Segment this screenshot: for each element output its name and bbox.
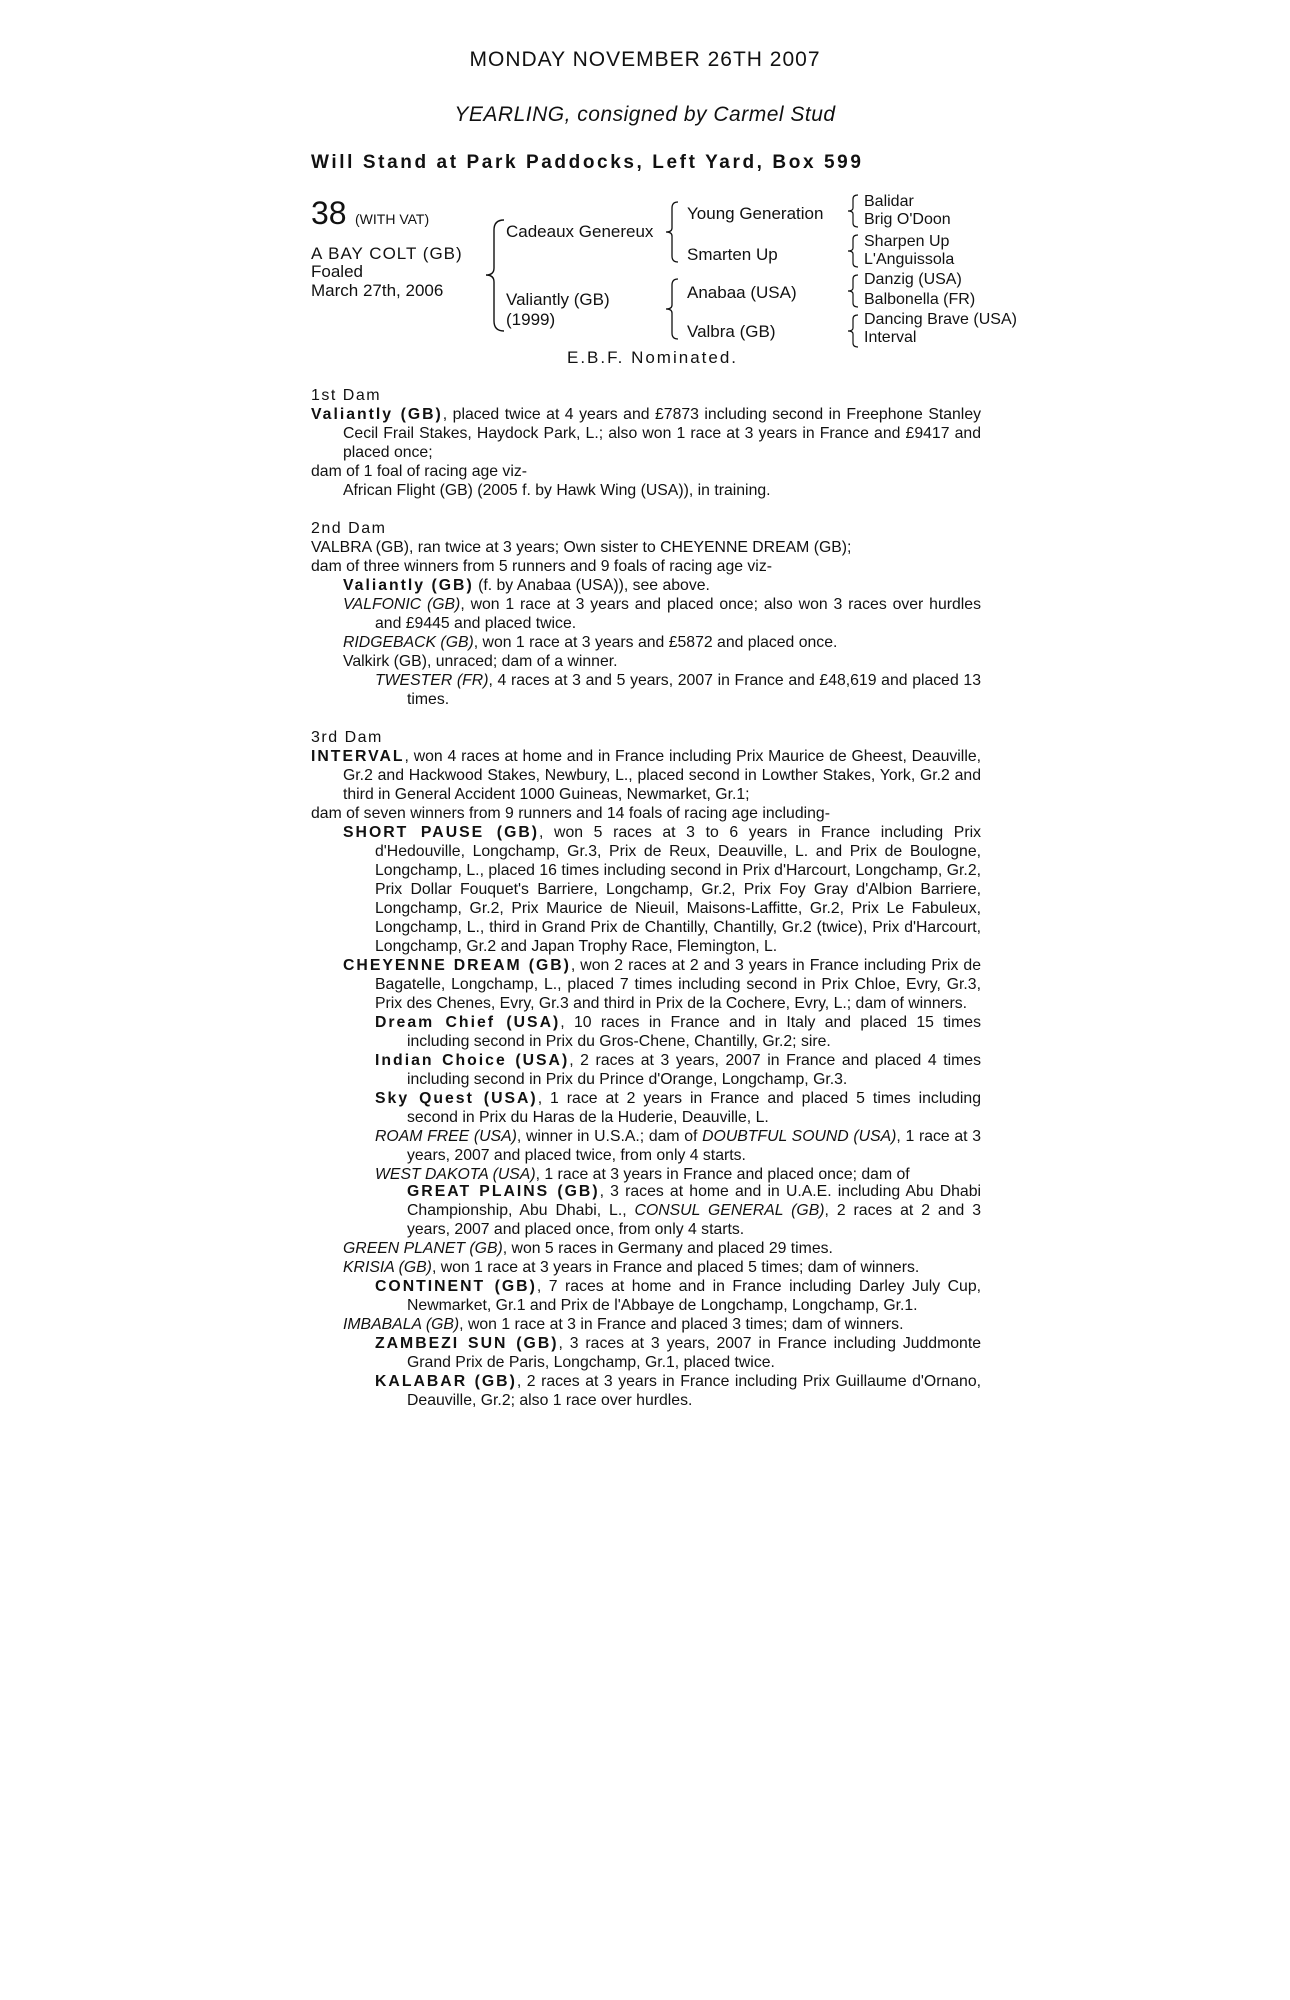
e10-text: , won 1 race at 3 years in France and placed 5 times; dam of winners.	[431, 1259, 920, 1276]
e7-name: WEST DAKOTA (USA)	[375, 1166, 536, 1183]
produce-2-name: VALFONIC (GB)	[343, 596, 461, 613]
lot-description: A BAY COLT (GB)	[311, 244, 463, 263]
gen3-7: Dancing Brave (USA)	[864, 311, 1017, 328]
second-dam-produce-5	[311, 671, 981, 709]
second-dam-produce-2	[311, 595, 981, 633]
sire-dam: Smarten Up	[687, 245, 778, 264]
first-dam-text: , placed twice at 4 years and £7873 including second in Freephone Stanley Cecil Frail Stakes, Haydock Park, L.; also won 1 race at 3 years in France and £9417 and placed once;	[343, 406, 982, 461]
second-dam-produce-1	[311, 576, 981, 595]
dam-brace	[664, 277, 680, 341]
e9-name: GREEN PLANET (GB)	[343, 1240, 503, 1257]
gen3-4: L'Anguissola	[864, 251, 955, 268]
pedigree-main-brace	[484, 218, 508, 333]
second-dam-produce-4: Valkirk (GB), unraced; dam of a winner.	[343, 653, 618, 670]
sire-sire: Young Generation	[687, 204, 824, 223]
e2-name: CHEYENNE DREAM (GB)	[343, 957, 571, 974]
third-dam-record	[311, 747, 981, 804]
gen3-8: Interval	[864, 329, 917, 346]
gen3-1: Balidar	[864, 193, 914, 210]
dam-sire: Anabaa (USA)	[687, 283, 797, 302]
first-dam-section	[311, 386, 981, 500]
produce-2-text: , won 1 race at 3 years and placed once; also won 3 races over hurdles and £9445 and placed twice.	[375, 596, 981, 632]
produce-roam-free	[311, 1127, 981, 1165]
foaled-label: Foaled	[311, 262, 363, 281]
third-dam-foals: dam of seven winners from 9 runners and 14 foals of racing age including-	[311, 805, 830, 822]
second-dam-line2: dam of three winners from 5 runners and 9 foals of racing age viz-	[311, 558, 772, 575]
gen3-5: Danzig (USA)	[864, 271, 962, 288]
e12-name: IMBABALA (GB)	[343, 1316, 460, 1333]
produce-cheyenne-dream	[311, 956, 981, 1013]
produce-short-pause	[311, 823, 981, 956]
produce-1-text: (f. by Anabaa (USA)), see above.	[473, 577, 710, 594]
e6-text1: , winner in U.S.A.; dam of	[516, 1128, 703, 1145]
lot-number: 38	[311, 195, 347, 231]
dam-name: Valiantly (GB)	[506, 290, 610, 309]
g-brace-4	[846, 313, 860, 349]
e6-name: ROAM FREE (USA)	[375, 1128, 517, 1145]
second-dam-section	[311, 519, 981, 709]
gen3-2: Brig O'Doon	[864, 211, 951, 228]
e6-name2: DOUBTFUL SOUND (USA)	[702, 1128, 897, 1145]
g-brace-3	[846, 273, 860, 309]
produce-5-name: TWESTER (FR)	[375, 672, 489, 689]
g-brace-2	[846, 233, 860, 269]
produce-3-name: RIDGEBACK (GB)	[343, 634, 474, 651]
second-dam-line1: VALBRA (GB), ran twice at 3 years; Own sister to CHEYENNE DREAM (GB);	[311, 539, 852, 556]
e11-text: , 7 races at home and in France including Darley July Cup, Newmarket, Gr.1 and Prix de l'Abbaye de Longchamp, Longchamp, Gr.1.	[407, 1278, 981, 1314]
sale-date: MONDAY NOVEMBER 26TH 2007	[469, 48, 821, 71]
e10-name: KRISIA (GB)	[343, 1259, 432, 1276]
vat-note: (WITH VAT)	[355, 211, 430, 227]
first-dam-foals: dam of 1 foal of racing age viz-	[311, 463, 528, 480]
third-dam-name: INTERVAL	[311, 748, 405, 765]
gen3-3: Sharpen Up	[864, 233, 950, 250]
e6-text2: , 1 race at 3 years, 2007 and placed twice, from only 4 starts.	[407, 1128, 981, 1164]
e4-text: , 2 races at 3 years, 2007 in France and placed 4 times including second in Prix du Prince d'Orange, Longchamp, Gr.3.	[407, 1052, 981, 1088]
first-dam-heading: 1st Dam	[311, 387, 382, 404]
consignment-line: YEARLING, consigned by Carmel Stud	[454, 103, 836, 126]
produce-imbabala	[311, 1315, 981, 1334]
produce-green-planet	[311, 1239, 981, 1258]
g-brace-1	[846, 193, 860, 229]
produce-continent	[311, 1277, 981, 1315]
e14-text: , 2 races at 3 years in France including Prix Guillaume d'Ornano, Deauville, Gr.2; also 1 race over hurdles.	[407, 1373, 982, 1409]
ebf-note: E.B.F. Nominated.	[567, 348, 739, 367]
e13-text: , 3 races at 3 years, 2007 in France including Juddmonte Grand Prix de Paris, Longchamp, Gr.1, placed twice.	[407, 1335, 981, 1371]
e12-text: , won 1 race at 3 in France and placed 3 times; dam of winners.	[459, 1316, 904, 1333]
e8-text1: , 3 races at home and in U.A.E. including Abu Dhabi Championship, Abu Dhabi, L.,	[407, 1183, 981, 1219]
e5-text: , 1 race at 2 years in France and placed 5 times including second in Prix du Haras de la Huderie, Deauville, L.	[407, 1090, 981, 1126]
produce-dream-chief	[311, 1013, 981, 1051]
dam-dam: Valbra (GB)	[687, 322, 776, 341]
e14-name: KALABAR (GB)	[375, 1373, 517, 1390]
e13-name: ZAMBEZI SUN (GB)	[375, 1335, 559, 1352]
dam-year: (1999)	[506, 310, 556, 329]
second-dam-produce-3	[311, 633, 981, 652]
produce-3-text: , won 1 race at 3 years and £5872 and placed once.	[473, 634, 838, 651]
e3-name: Dream Chief (USA)	[375, 1014, 561, 1031]
e8-name2: CONSUL GENERAL (GB)	[634, 1202, 825, 1219]
sire-brace	[664, 200, 680, 264]
e1-text: , won 5 races at 3 to 6 years in France including Prix d'Hedouville, Longchamp, Gr.3, Prix de Reux, Deauville, L. and Prix de Boulogne, Longchamp, L., placed 16 times including second in Prix d'Harcourt, Longchamp, Gr.2, Prix Dollar Fouquet's Barriere, Longchamp, Gr.2, Prix Foy Gray d'Albion Barriere, Longchamp, Gr.2, Prix Maurice de Nieuil, Maisons-Laffitte, Gr.2, Prix Le Fabuleux, Longchamp, L., third in Grand Prix de Chantilly, Chantilly, Gr.2 (twice), Prix d'Harcourt, Longchamp, Gr.2 and Japan Trophy Race, Flemington, L.	[375, 824, 981, 955]
sire-name: Cadeaux Genereux	[506, 222, 654, 241]
third-dam-heading: 3rd Dam	[311, 729, 383, 746]
produce-1-name: Valiantly (GB)	[343, 577, 474, 594]
e9-text: , won 5 races in Germany and placed 29 times.	[502, 1240, 833, 1257]
e5-name: Sky Quest (USA)	[375, 1090, 538, 1107]
first-dam-foal-1: African Flight (GB) (2005 f. by Hawk Wing (USA)), in training.	[343, 482, 771, 499]
e1-name: SHORT PAUSE (GB)	[343, 824, 540, 841]
third-dam-text: , won 4 races at home and in France including Prix Maurice de Gheest, Deauville, Gr.2 and Hackwood Stakes, Newbury, L., placed second in Lowther Stakes, York, Gr.2 and third in General Accident 1000 Guineas, Newmarket, Gr.1;	[343, 748, 981, 803]
e7-text: , 1 race at 3 years in France and placed once; dam of	[535, 1166, 910, 1183]
produce-great-plains	[311, 1182, 981, 1239]
produce-sky-quest	[311, 1089, 981, 1127]
e8-text2: , 2 races at 2 and 3 years, 2007 and placed once, from only 4 starts.	[407, 1202, 981, 1238]
produce-krisia	[311, 1258, 981, 1277]
e4-name: Indian Choice (USA)	[375, 1052, 570, 1069]
third-dam-section	[311, 728, 981, 1410]
gen3-6: Balbonella (FR)	[864, 291, 976, 308]
first-dam-record	[311, 405, 981, 462]
produce-indian-choice	[311, 1051, 981, 1089]
e11-name: CONTINENT (GB)	[375, 1278, 537, 1295]
e2-text: , won 2 races at 2 and 3 years in France including Prix de Bagatelle, Longchamp, L., placed 7 times including second in Prix Chloe, Evry, Gr.3, Prix des Chenes, Evry, Gr.3 and third in Prix de la Cochere, Evry, L.; dam of winners.	[375, 957, 981, 1012]
produce-5-text: , 4 races at 3 and 5 years, 2007 in France and £48,619 and placed 13 times.	[407, 672, 981, 708]
foaled-date: March 27th, 2006	[311, 281, 444, 300]
produce-kalabar	[311, 1372, 981, 1410]
produce-zambezi-sun	[311, 1334, 981, 1372]
e3-text: , 10 races in France and in Italy and placed 15 times including second in Prix du Gros-Chene, Chantilly, Gr.2; sire.	[407, 1014, 981, 1050]
first-dam-name: Valiantly (GB)	[311, 406, 443, 423]
e8-name: GREAT PLAINS (GB)	[407, 1183, 600, 1200]
second-dam-heading: 2nd Dam	[311, 520, 387, 537]
location-line: Will Stand at Park Paddocks, Left Yard, Box 599	[311, 152, 864, 173]
